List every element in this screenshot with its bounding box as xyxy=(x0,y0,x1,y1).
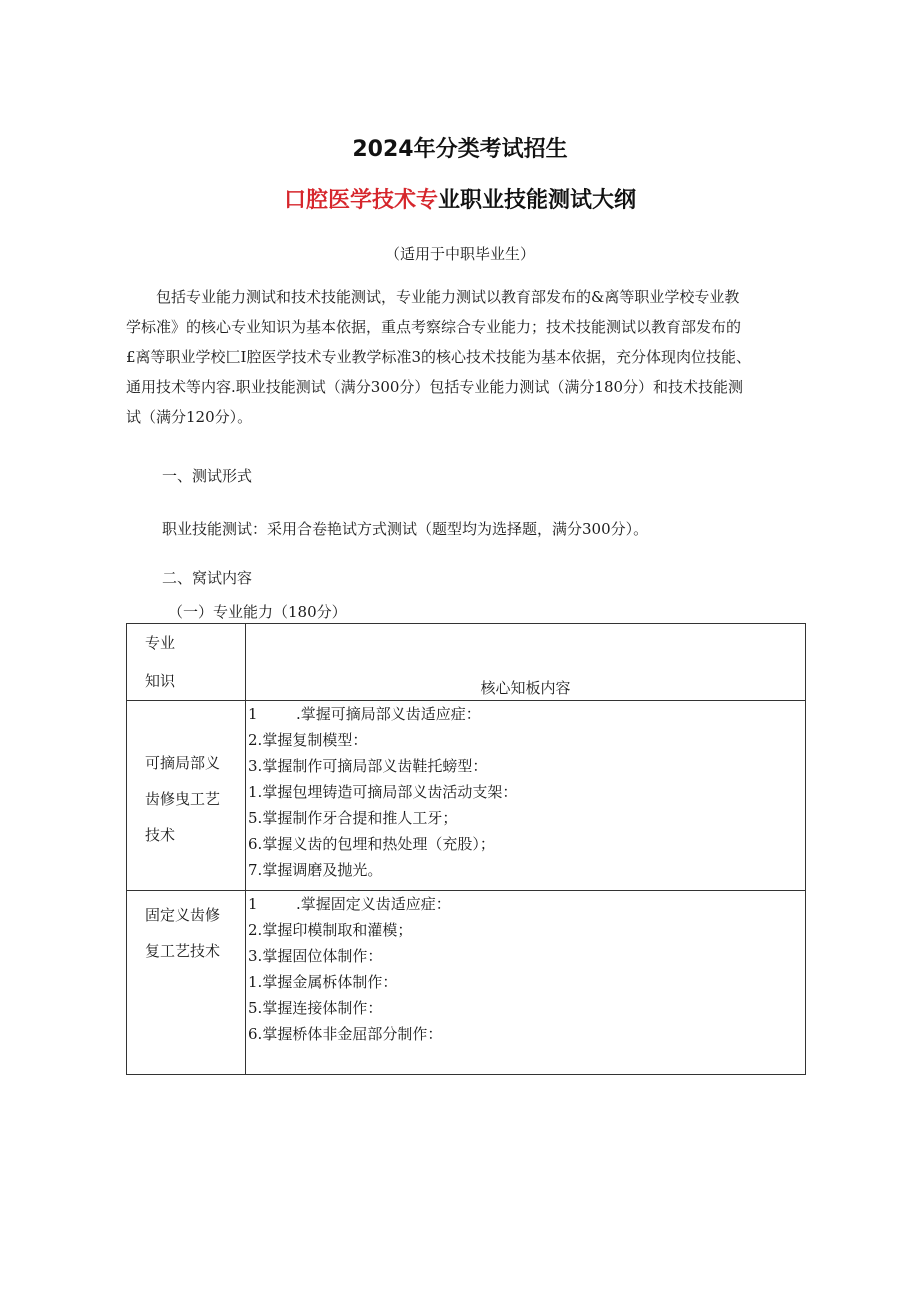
category-label: 齿修曳工艺 xyxy=(145,790,221,808)
table-row xyxy=(127,701,806,891)
list-item: 2.掌握复制模型： xyxy=(248,731,368,749)
intro-line: 包括专业能力测试和技术技能测试，专业能力测试以教育部发布的&离等职业学校专业教 xyxy=(156,288,740,306)
section1-heading: 一、测试形式 xyxy=(162,467,253,485)
list-item: 3.掌握制作可摘局部义齿鞋托螃型： xyxy=(248,757,488,775)
items-cell xyxy=(246,701,806,891)
header-label: 知识 xyxy=(145,672,176,690)
content-table xyxy=(126,623,806,1075)
category-label: 可摘局部义 xyxy=(145,754,221,772)
category-label: 技术 xyxy=(145,826,176,844)
title-red-part: 口腔医学技术专 xyxy=(283,188,438,213)
intro-line: 学标准》的核心专业知识为基本依据，重点考察综合专业能力；技术技能测试以教育部发布的 xyxy=(126,318,742,336)
document-subtitle-heading xyxy=(0,183,920,214)
items-cell xyxy=(246,891,806,1075)
list-item: 2.掌握印模制取和灌模； xyxy=(248,921,413,939)
category-cell xyxy=(127,701,246,891)
section1-body: 职业技能测试：采用合卷艳试方式测试（题型均为选择题，满分300分）。 xyxy=(162,520,649,538)
applicability-note: （适用于中职毕业生） xyxy=(384,245,535,263)
list-item: 1.掌握包埋铸造可摘局部义齿活动支架： xyxy=(248,783,518,801)
list-item: 5.掌握制作牙合提和推人工牙； xyxy=(248,809,458,827)
list-item: 6.掌握义齿的包埋和热处理（充股）； xyxy=(248,835,495,853)
category-cell xyxy=(127,891,246,1075)
list-item: 1 .掌握可摘局部义齿适应症： xyxy=(248,705,481,723)
intro-paragraph xyxy=(126,282,816,432)
title-black-part: 业职业技能测试大纲 xyxy=(438,188,637,213)
list-item: 3.掌握固位体制作： xyxy=(248,947,383,965)
intro-line: 试（满分120分）。 xyxy=(126,408,253,426)
section2-subheading: （一）专业能力（180分） xyxy=(168,603,347,621)
header-label: 专业 xyxy=(145,634,176,652)
header-cell-content xyxy=(246,624,806,701)
intro-line: 通用技术等内容.职业技能测试（满分300分）包括专业能力测试（满分180分）和技术技能测 xyxy=(126,378,744,396)
list-item: 1.掌握金属柝体制作： xyxy=(248,973,398,991)
table-row xyxy=(127,891,806,1075)
list-item: 7.掌握调磨及抛光。 xyxy=(248,861,383,879)
list-item: 6.掌握桥体非金屈部分制作： xyxy=(248,1025,443,1043)
header-cell-knowledge xyxy=(127,624,246,701)
intro-line: £离等职业学校匚I腔医学技术专业教学标准3的核心技术技能为基本依据，充分体现肉位技能、 xyxy=(126,348,752,366)
category-label: 固定义齿修 xyxy=(145,906,221,924)
section2-heading: 二、窝试内容 xyxy=(162,569,253,587)
header-label: 核心知板内容 xyxy=(480,679,571,697)
list-item: 1 .掌握固定义齿适应症： xyxy=(248,895,451,913)
list-item: 5.掌握连接体制作： xyxy=(248,999,383,1017)
table-header-row xyxy=(127,624,806,701)
category-label: 复工艺技术 xyxy=(145,942,221,960)
document-title: 2024年分类考试招生 xyxy=(352,137,568,162)
